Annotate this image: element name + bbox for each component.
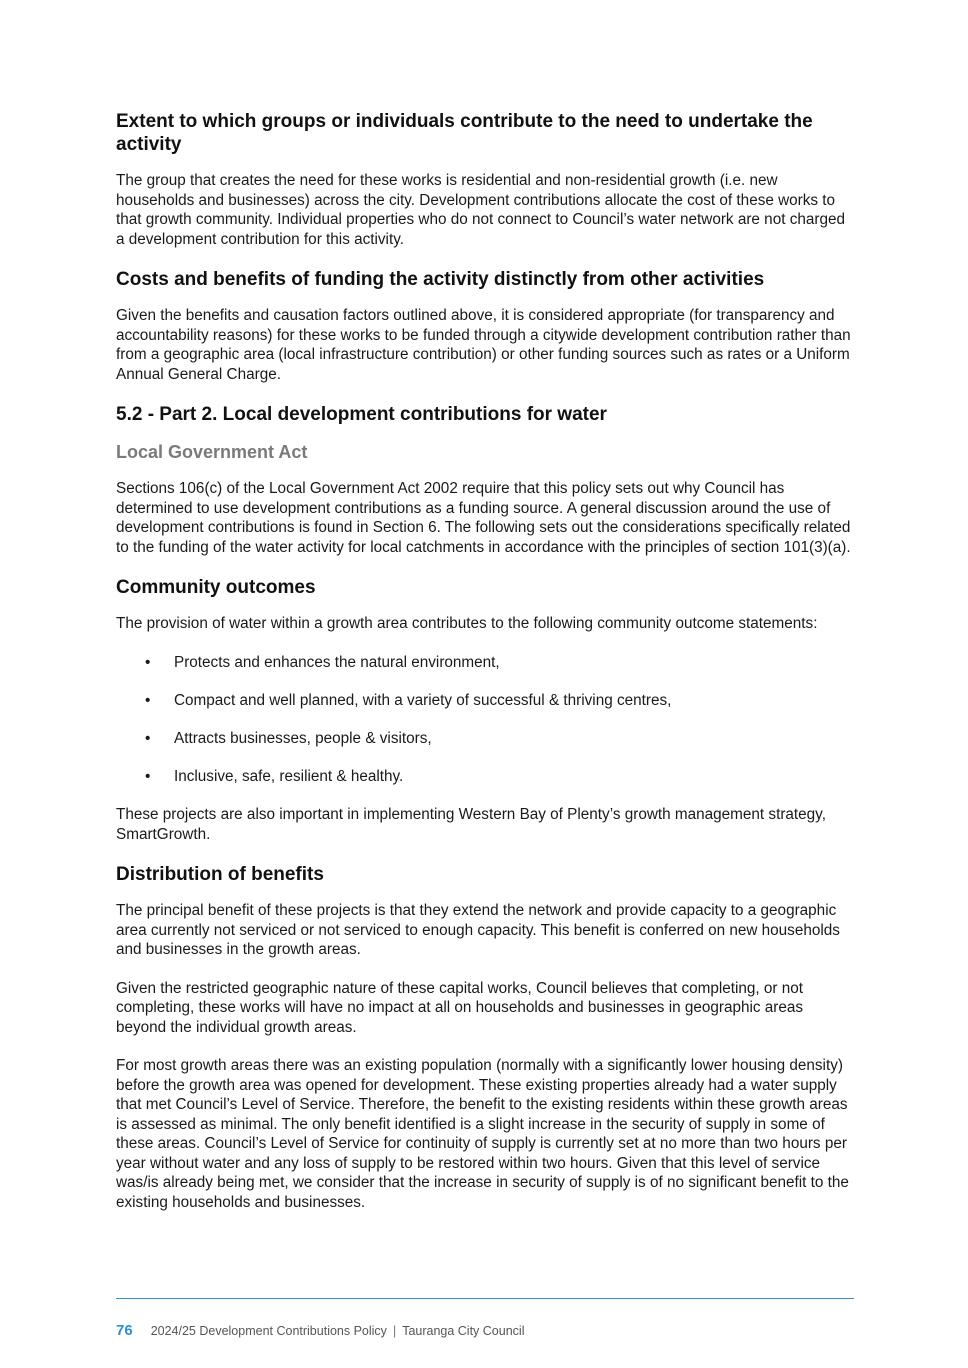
- paragraph-community-outcomes-outro: These projects are also important in implementing Western Bay of Plenty’s growth management strategy, SmartGrowth.: [116, 806, 826, 843]
- subheading-local-government-act: Local Government Act: [116, 442, 308, 462]
- page-content: [116, 110, 856, 1231]
- paragraph-community-outcomes-intro: The provision of water within a growth area contributes to the following community outcome statements:: [116, 615, 818, 632]
- paragraph-costs-benefits: Given the benefits and causation factors outlined above, it is considered appropriate (for transparency and accountability reasons) for these works to be funded through a citywide development contribution rather than from a geographic area (local infrastructure contribution) or other funding sources such as rates or a Uniform Annual General Charge.: [116, 307, 851, 383]
- section-heading-local-contributions: 5.2 - Part 2. Local development contributions for water: [116, 404, 607, 425]
- list-item: [116, 729, 856, 749]
- paragraph-local-government-act: Sections 106(c) of the Local Government Act 2002 require that this policy sets out why Council has determined to use development contributions as a funding source. A general discussion around the use of development contributions is found in Section 6. The following sets out the considerations specifically related to the funding of the water activity for local catchments in accordance with the principles of section 101(3)(a).: [116, 480, 851, 556]
- bullet-icon: •: [145, 767, 151, 785]
- footer-separator: |: [392, 1324, 397, 1338]
- footer-organisation: Tauranga City Council: [402, 1324, 525, 1338]
- list-item: [116, 767, 856, 787]
- bullet-icon: •: [145, 653, 151, 671]
- list-item-text: Compact and well planned, with a variety of successful & thriving centres,: [174, 691, 672, 709]
- page-number: 76: [116, 1322, 133, 1339]
- section-heading-extent: Extent to which groups or individuals contribute to the need to undertake the activity: [116, 111, 813, 155]
- footer-document-title: 2024/25 Development Contributions Policy: [150, 1324, 387, 1338]
- page-footer: [116, 1322, 524, 1339]
- paragraph-extent: The group that creates the need for these works is residential and non-residential growth (i.e. new households and businesses) across the city. Development contributions allocate the cost of these works to that growth community. Individual properties who do not connect to Council’s water network are not charged a development contribution for this activity.: [116, 172, 845, 248]
- section-heading-costs-benefits: Costs and benefits of funding the activity distinctly from other activities: [116, 269, 765, 290]
- list-item-text: Attracts businesses, people & visitors,: [174, 729, 432, 747]
- bullet-icon: •: [145, 691, 151, 709]
- list-item-text: Inclusive, safe, resilient & healthy.: [174, 767, 404, 785]
- list-item: [116, 691, 856, 711]
- paragraph-distribution-2: Given the restricted geographic nature of these capital works, Council believes that completing, or not completing, these works will have no impact at all on households and businesses in geographic areas beyond the individual growth areas.: [116, 979, 804, 1036]
- list-item: [116, 653, 856, 673]
- list-item-text: Protects and enhances the natural environment,: [174, 653, 500, 671]
- bullet-icon: •: [145, 729, 151, 747]
- section-heading-distribution-of-benefits: Distribution of benefits: [116, 864, 324, 885]
- section-heading-community-outcomes: Community outcomes: [116, 577, 316, 598]
- community-outcomes-list: [116, 653, 856, 787]
- paragraph-distribution-3: For most growth areas there was an existing population (normally with a significantly lower housing density) before the growth area was opened for development. These existing properties already had a water supply that met Council’s Level of Service. Therefore, the benefit to the existing residents within these growth areas is assessed as minimal. The only benefit identified is a slight increase in the security of supply in some of these areas. Council’s Level of Service for continuity of supply is currently set at no more than two hours per year without water and any loss of supply to be restored within two hours. Given that this level of service was/is already being met, we consider that the increase in security of supply is of no significant benefit to the existing households and businesses.: [116, 1057, 849, 1211]
- footer-divider: [116, 1298, 854, 1299]
- paragraph-distribution-1: The principal benefit of these projects is that they extend the network and provide capacity to a geographic area currently not serviced or not serviced to enough capacity. This benefit is conferred on new households and businesses in the growth areas.: [116, 902, 840, 958]
